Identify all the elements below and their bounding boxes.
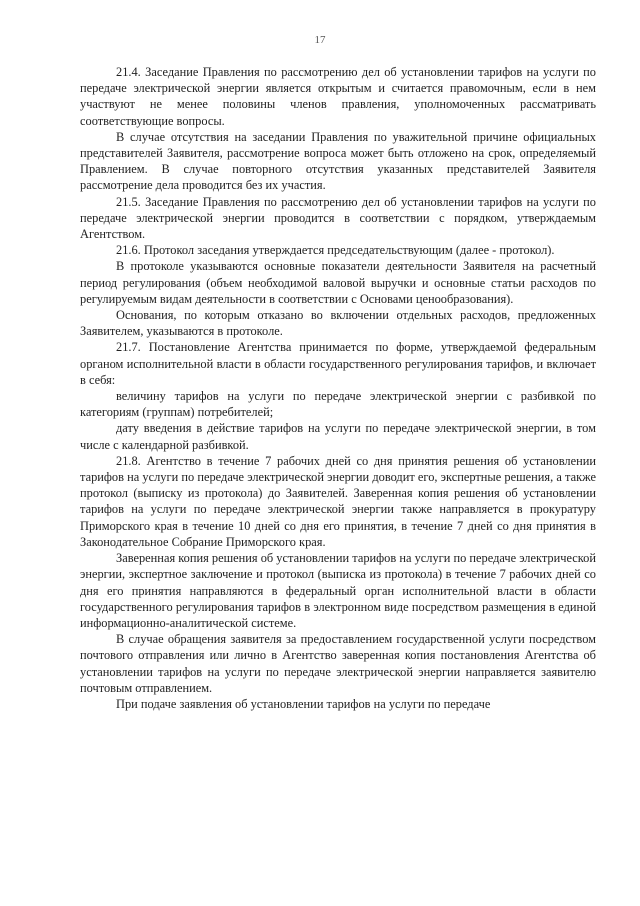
- paragraph-refusal-grounds: Основания, по которым отказано во включении отдельных расходов, предложенных Заявителем, указываются в протоколе.: [80, 308, 596, 339]
- paragraph-21-4: 21.4. Заседание Правления по рассмотрению дел об установлении тарифов на услуги по передаче электрической энергии является открытым и считается правомочным, если в нем участвуют не менее половины членов правления, уполномоченных рассматривать соответствующие вопросы.: [80, 65, 596, 128]
- list-item-tariff-value: величину тарифов на услуги по передаче электрической энергии с разбивкой по категориям (группам) потребителей;: [80, 389, 596, 420]
- paragraph-absence-of-representatives: В случае отсутствия на заседании Правления по уважительной причине официальных представителей Заявителя, рассмотрение вопроса может быть отложено на срок, определяемый Правлением. В случае повторного отсутствия указанных представителей Заявителя рассмотрение дела проводится без их участия.: [80, 129, 596, 193]
- paragraph-21-6: 21.6. Протокол заседания утверждается председательствующим (далее - протокол).: [116, 243, 555, 258]
- paragraph-certified-copy-federal: Заверенная копия решения об установлении тарифов на услуги по передаче электрической энергии, экспертное заключение и протокол (выписка из протокола) в течение 7 рабочих дней со дня его принятия направляются в федеральный орган исполнительной власти в области государственного регулирования тарифов в электронном виде посредством размещения в единой информационно-аналитической системе.: [80, 551, 596, 630]
- paragraph-21-8: 21.8. Агентство в течение 7 рабочих дней со дня принятия решения об установлении тарифов на услуги по передаче электрической энергии доводит его, экспертные решения, а также протокол (выписку из протокола) до Заявителей. Заверенная копия решения об установлении тарифов на услуги по передаче электрической энергии также направляется в прокуратуру Приморского края в течение 10 дней со дня его принятия, в течение 7 дней со дня принятия в Законодательное Собрание Приморского края.: [80, 453, 596, 549]
- paragraph-application-submission: При подаче заявления об установлении тарифов на услуги по передаче: [116, 696, 491, 711]
- paragraph-protocol-contents: В протоколе указываются основные показатели деятельности Заявителя на расчетный период регулирования (объем необходимой валовой выручки и основные статьи расходов по регулируемым видам деятельности в соответствии с Основами ценообразования).: [80, 259, 596, 306]
- paragraph-postal-delivery: В случае обращения заявителя за предоставлением государственной услуги посредством почтового отправления или лично в Агентство заверенная копия постановления Агентства об установлении тарифов на услуги по передаче электрической энергии направляется заявителю почтовым отправлением.: [80, 632, 596, 695]
- list-item-effective-date: дату введения в действие тарифов на услуги по передаче электрической энергии, в том числе с календарной разбивкой.: [80, 421, 596, 452]
- document-body: [80, 64, 596, 712]
- page-number: 17: [314, 34, 326, 46]
- paragraph-21-7: 21.7. Постановление Агентства принимается по форме, утверждаемой федеральным органом исполнительной власти в области государственного регулирования тарифов, и включает в себя:: [80, 340, 596, 387]
- paragraph-21-5: 21.5. Заседание Правления по рассмотрению дел об установлении тарифов на услуги по передаче электрической энергии проводится в соответствии с порядком, утверждаемым Агентством.: [80, 194, 596, 242]
